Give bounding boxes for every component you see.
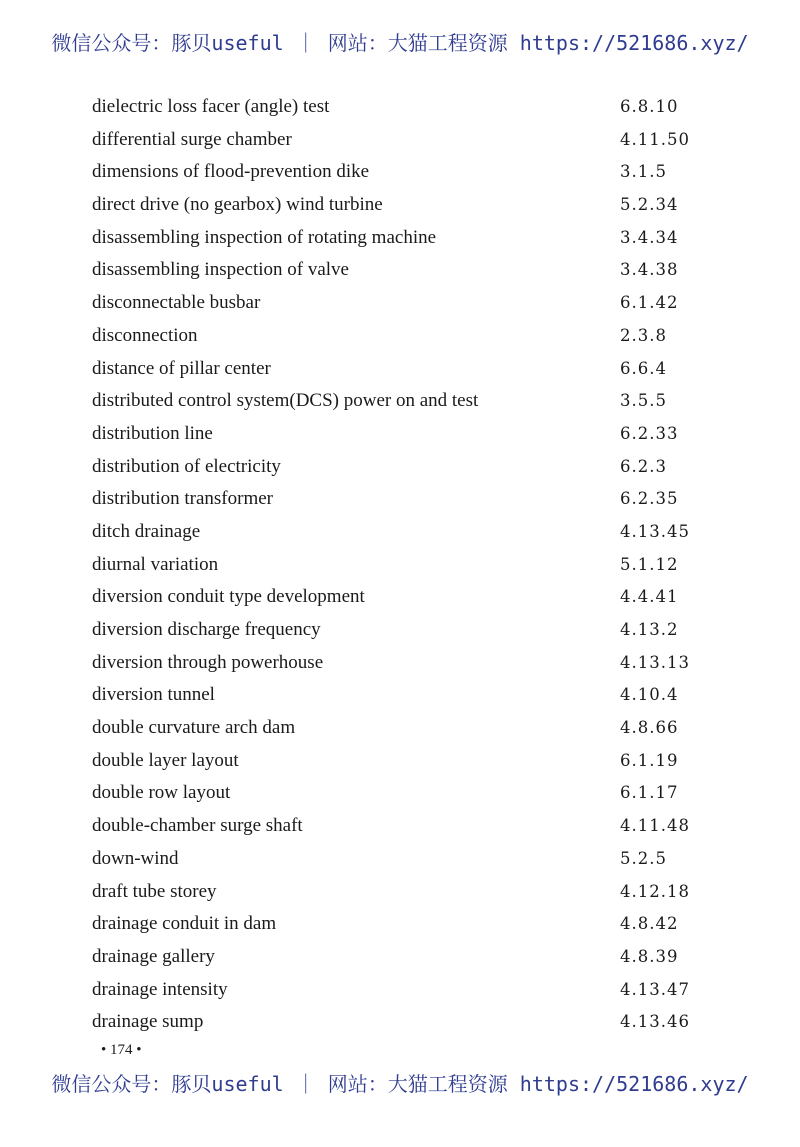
index-entry (0, 941, 800, 974)
index-entry (0, 516, 800, 549)
index-entry (0, 353, 800, 386)
section-reference: 6.6.4 (620, 358, 667, 378)
section-reference: 4.13.13 (620, 652, 690, 672)
index-entry (0, 254, 800, 287)
index-entry (0, 156, 800, 189)
section-reference: 4.11.50 (620, 129, 690, 149)
section-reference: 5.2.5 (620, 848, 667, 868)
index-term: distributed control system(DCS) power on and test (92, 390, 479, 412)
index-entry (0, 483, 800, 516)
index-term: diversion tunnel (92, 684, 215, 706)
section-reference: 3.4.34 (620, 227, 679, 247)
section-reference: 4.13.45 (620, 521, 690, 541)
index-term: drainage conduit in dam (92, 913, 277, 935)
index-entry (0, 679, 800, 712)
section-reference: 6.1.17 (620, 783, 679, 803)
index-term: diurnal variation (92, 553, 219, 575)
index-entry (0, 745, 800, 778)
section-reference: 4.13.2 (620, 620, 679, 639)
index-term: double row layout (92, 782, 231, 804)
index-entry (0, 647, 800, 680)
index-term: double layer layout (92, 749, 239, 771)
section-reference: 4.10.4 (620, 685, 679, 705)
section-reference: 6.1.19 (620, 750, 679, 770)
index-term: drainage sump (92, 1011, 204, 1033)
index-entry (0, 810, 800, 843)
index-term: distance of pillar center (92, 357, 271, 379)
section-reference: 3.1.5 (620, 162, 667, 182)
index-entry (0, 287, 800, 320)
index-entry (0, 222, 800, 255)
index-term: diversion conduit type development (92, 586, 365, 608)
index-term: disassembling inspection of valve (92, 259, 349, 281)
index-term: differential surge chamber (92, 128, 292, 150)
section-reference: 4.11.48 (620, 816, 690, 836)
index-term: direct drive (no gearbox) wind turbine (92, 194, 383, 216)
index-term: distribution line (92, 422, 213, 444)
index-entry (0, 418, 800, 451)
index-term: down-wind (92, 847, 179, 869)
index-entry (0, 385, 800, 418)
index-entry (0, 1006, 800, 1039)
index-term: dimensions of flood-prevention dike (92, 161, 370, 183)
index-list (0, 91, 800, 1039)
section-reference: 4.8.39 (620, 946, 679, 966)
index-term: double-chamber surge shaft (92, 815, 303, 837)
index-entry (0, 712, 800, 745)
index-term: diversion discharge frequency (92, 619, 321, 640)
index-entry (0, 614, 800, 647)
section-reference: 4.13.47 (620, 979, 690, 999)
section-reference: 6.2.33 (620, 423, 679, 443)
index-term: distribution of electricity (92, 455, 281, 477)
section-reference: 3.5.5 (620, 391, 667, 411)
section-reference: 2.3.8 (620, 325, 667, 345)
index-entry (0, 777, 800, 810)
watermark-top: 微信公众号：豚贝useful ｜ 网站：大猫工程资源 https://521686.xyz/ (51, 31, 749, 55)
section-reference: 5.2.34 (620, 195, 679, 215)
index-entry (0, 451, 800, 484)
index-entry (0, 320, 800, 353)
section-reference: 3.4.38 (620, 260, 679, 280)
section-reference: 4.12.18 (620, 881, 690, 901)
section-reference: 5.1.12 (620, 554, 679, 574)
index-entry (0, 189, 800, 222)
index-entry (0, 908, 800, 941)
index-entry (0, 974, 800, 1007)
index-term: disconnectable busbar (92, 292, 261, 314)
section-reference: 4.8.42 (620, 914, 679, 934)
index-term: dielectric loss facer (angle) test (92, 96, 330, 117)
section-reference: 4.4.41 (620, 587, 679, 607)
section-reference: 6.8.10 (620, 97, 679, 116)
section-reference: 6.2.35 (620, 489, 679, 509)
index-term: disassembling inspection of rotating machine (92, 226, 437, 248)
index-term: diversion through powerhouse (92, 651, 324, 673)
index-term: draft tube storey (92, 880, 217, 902)
index-entry (0, 581, 800, 614)
index-term: double curvature arch dam (92, 717, 296, 739)
index-term: drainage intensity (92, 978, 228, 1000)
index-term: drainage gallery (92, 945, 215, 967)
index-term: distribution transformer (92, 488, 273, 510)
index-entry (0, 124, 800, 157)
index-entry (0, 843, 800, 876)
index-term: disconnection (92, 324, 198, 346)
page-number: • 174 • (101, 1042, 142, 1058)
index-entry (0, 91, 800, 124)
index-term: ditch drainage (92, 520, 201, 542)
section-reference: 4.13.46 (620, 1012, 690, 1032)
section-reference: 6.1.42 (620, 293, 679, 313)
section-reference: 6.2.3 (620, 456, 667, 476)
index-entry (0, 876, 800, 909)
section-reference: 4.8.66 (620, 718, 679, 738)
watermark-bottom: 微信公众号：豚贝useful ｜ 网站：大猫工程资源 https://521686.xyz/ (51, 1072, 749, 1096)
index-entry (0, 549, 800, 582)
